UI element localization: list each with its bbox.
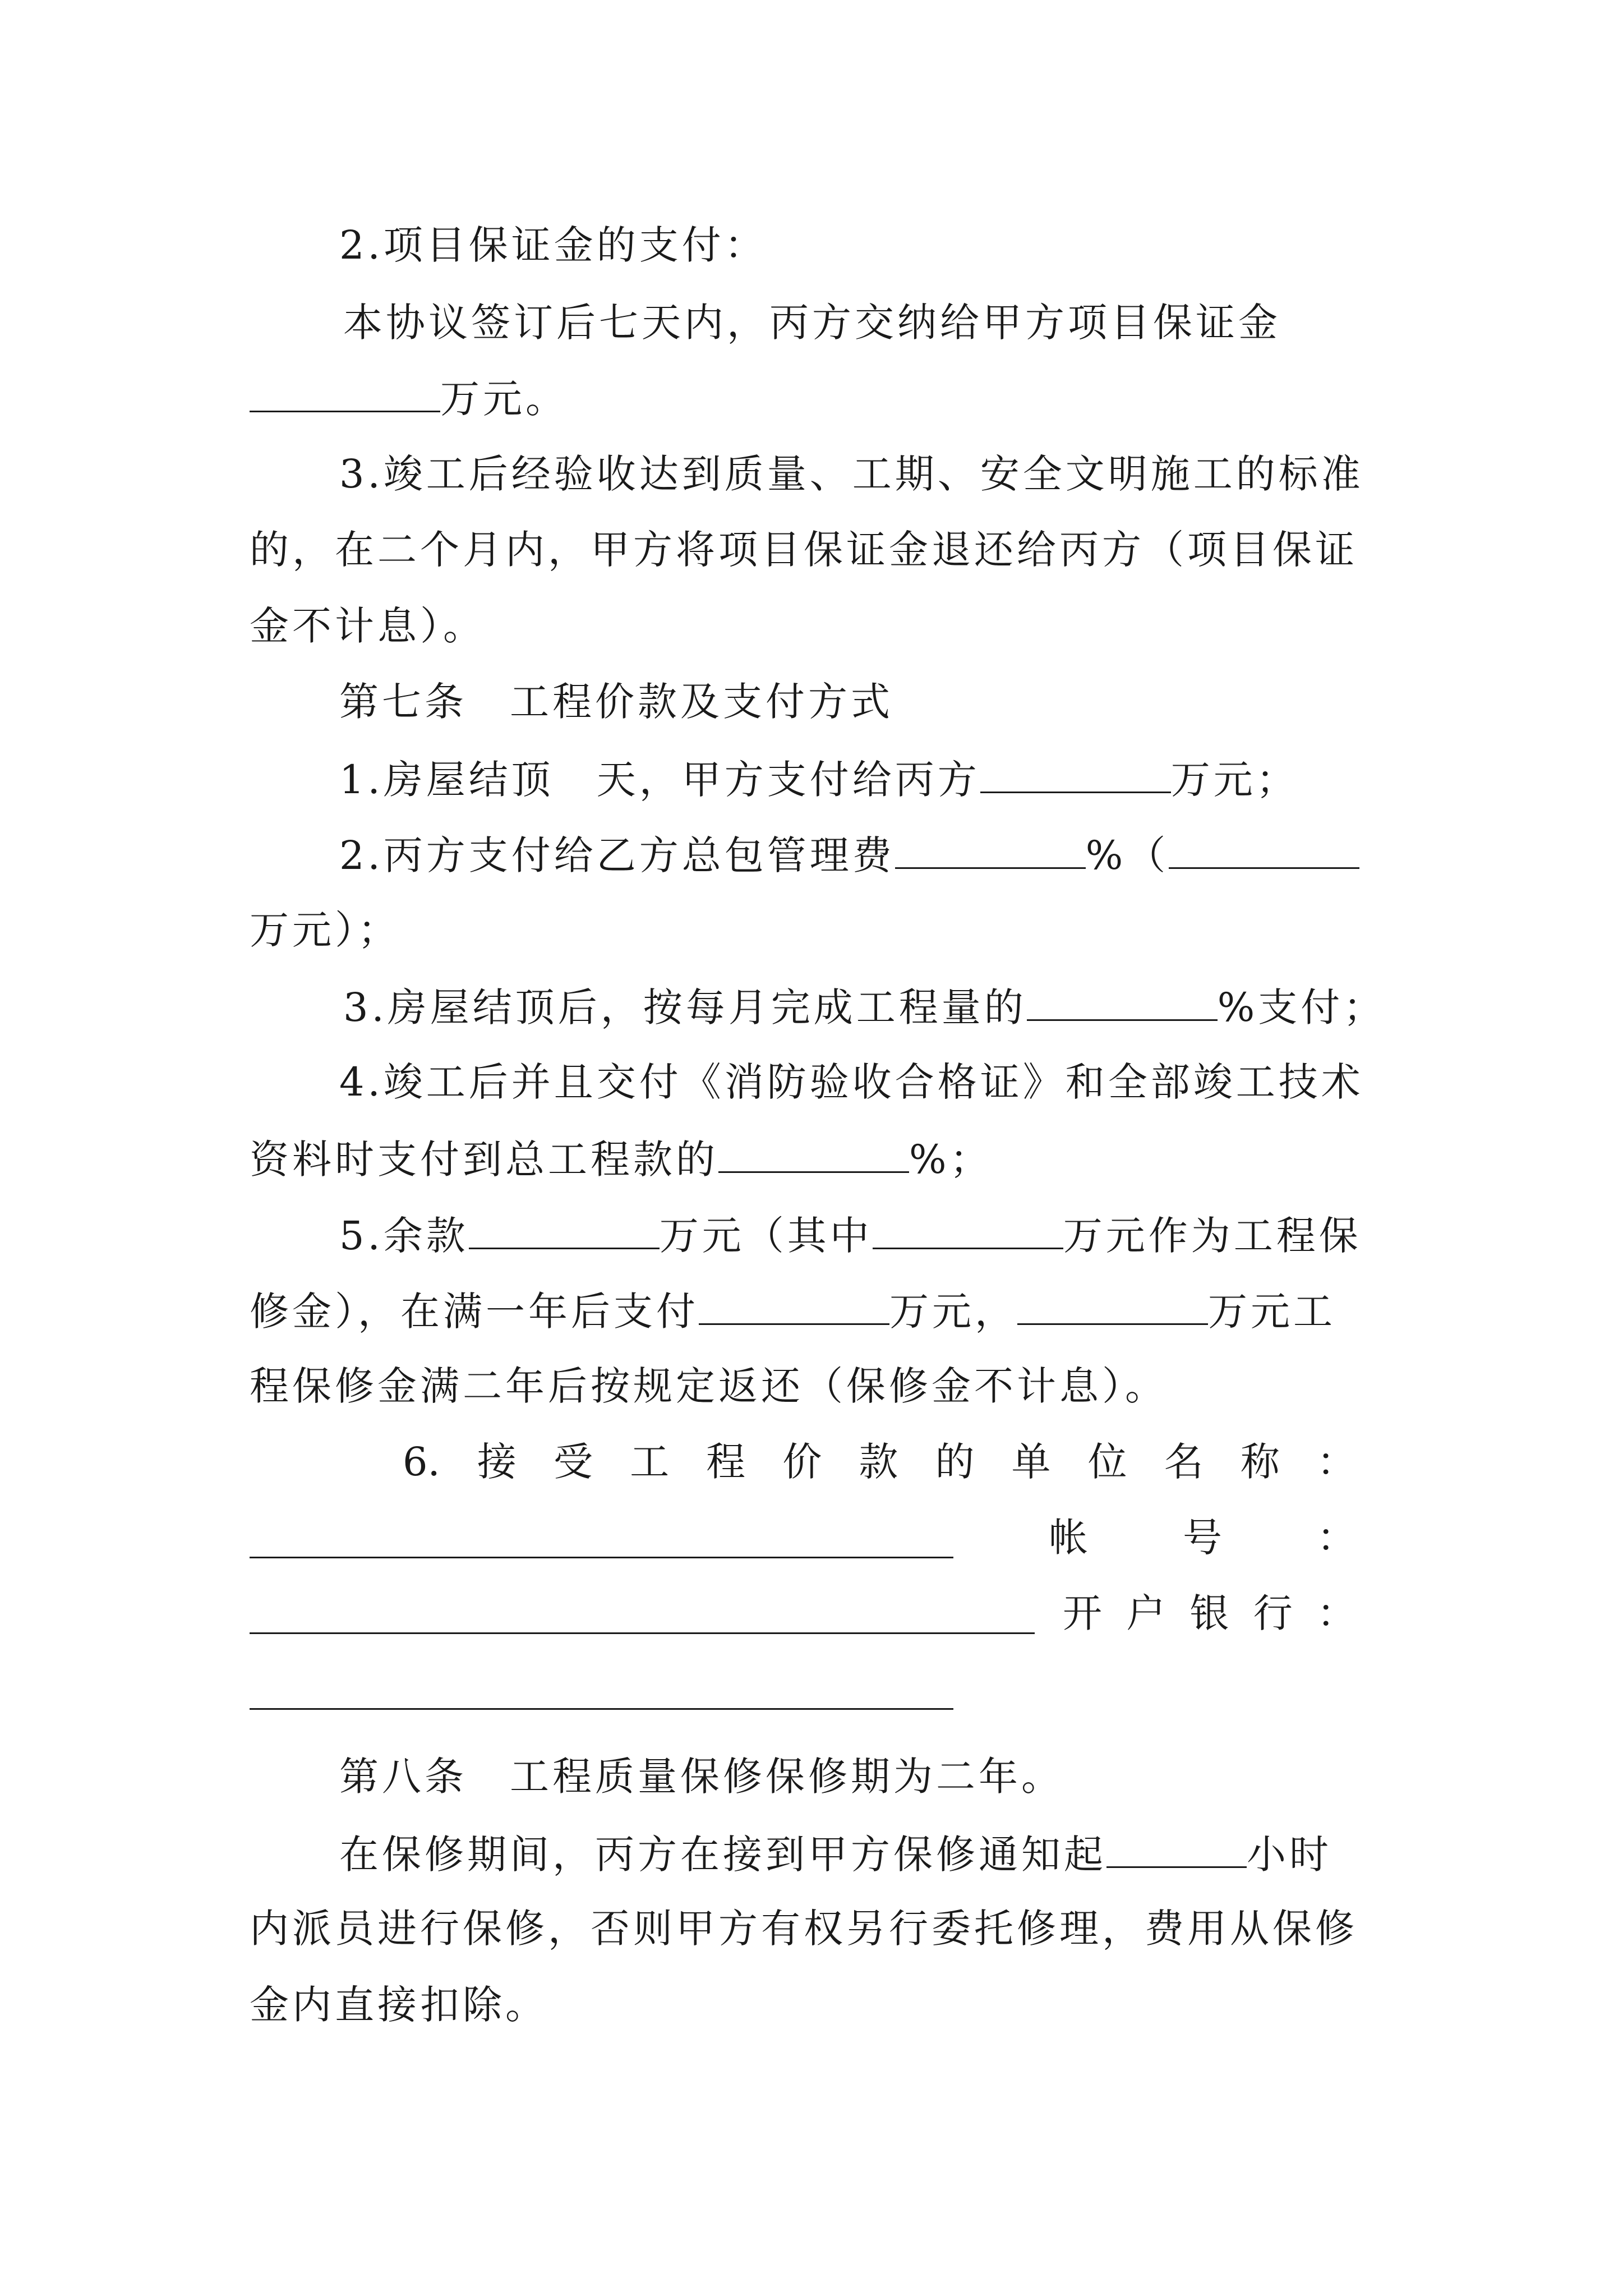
blank-line — [1027, 978, 1218, 1021]
item-3: 3.竣工后经验收达到质量、工期、安全文明施工的标准 — [339, 451, 1364, 497]
blank-line — [250, 1708, 953, 1710]
warranty-paragraph: 金内直接扣除。 — [250, 1982, 548, 2028]
warranty-paragraph: 内派员进行保修，否则甲方有权另行委托修理，费用从保修 — [250, 1906, 1358, 1952]
blank-line — [699, 1282, 889, 1325]
blank-line — [895, 826, 1086, 869]
payment-item-5: 5.余款 万元（其中 万元作为工程保 — [339, 1206, 1388, 1262]
payment-item-6: 6. 接 受 工 程 价 款 的 单 位 名 称 ： — [403, 1439, 1356, 1485]
blank-line — [873, 1206, 1063, 1249]
item-3: 的，在二个月内，甲方将项目保证金退还给丙方（项目保证 — [250, 527, 1358, 573]
payment-item-5: 程保修金满二年后按规定返还（保修金不计息）。 — [250, 1363, 1168, 1409]
blank-line — [1106, 1825, 1247, 1868]
item-2-heading: 2.项目保证金的支付： — [339, 222, 767, 268]
blank-line — [250, 1557, 953, 1558]
blank-line — [980, 750, 1171, 793]
account-number-label: 帐 号 ： — [1049, 1515, 1356, 1561]
warranty-paragraph: 在保修期间，丙方在接到甲方保修通知起 小时 — [339, 1825, 1388, 1881]
blank-line — [1169, 826, 1359, 869]
blank-line — [469, 1206, 660, 1249]
payment-item-2: 万元）； — [250, 907, 400, 953]
payment-item-4: 4.竣工后并且交付《消防验收合格证》和全部竣工技术 — [339, 1059, 1364, 1105]
item-3: 金不计息）。 — [250, 603, 486, 649]
payment-item-3: 3.房屋结顶后，按每月完成工程量的 %支付； — [343, 978, 1392, 1034]
blank-line — [250, 369, 440, 412]
payment-item-4: 资料时支付到总工程款的 %； — [250, 1130, 1388, 1186]
blank-line — [718, 1130, 909, 1173]
payment-item-5: 修金），在满一年后支付 万元， 万元工 — [250, 1282, 1388, 1338]
article-8-heading: 第八条 工程质量保修保修期为二年。 — [339, 1754, 1064, 1800]
payment-item-2: 2.丙方支付给乙方总包管理费 %（ — [339, 826, 1388, 882]
blank-line — [250, 1632, 1035, 1634]
article-7-heading: 第七条 工程价款及支付方式 — [339, 679, 893, 725]
blank-line — [1017, 1282, 1208, 1325]
paragraph: 本协议签订后七天内，丙方交纳给甲方项目保证金 — [343, 300, 1281, 346]
payment-item-1: 1.房屋结顶 天，甲方支付给丙方 万元； — [339, 750, 1388, 806]
paragraph: 万元。 — [250, 369, 1388, 425]
bank-label: 开 户 银 行 ： — [1063, 1590, 1356, 1636]
